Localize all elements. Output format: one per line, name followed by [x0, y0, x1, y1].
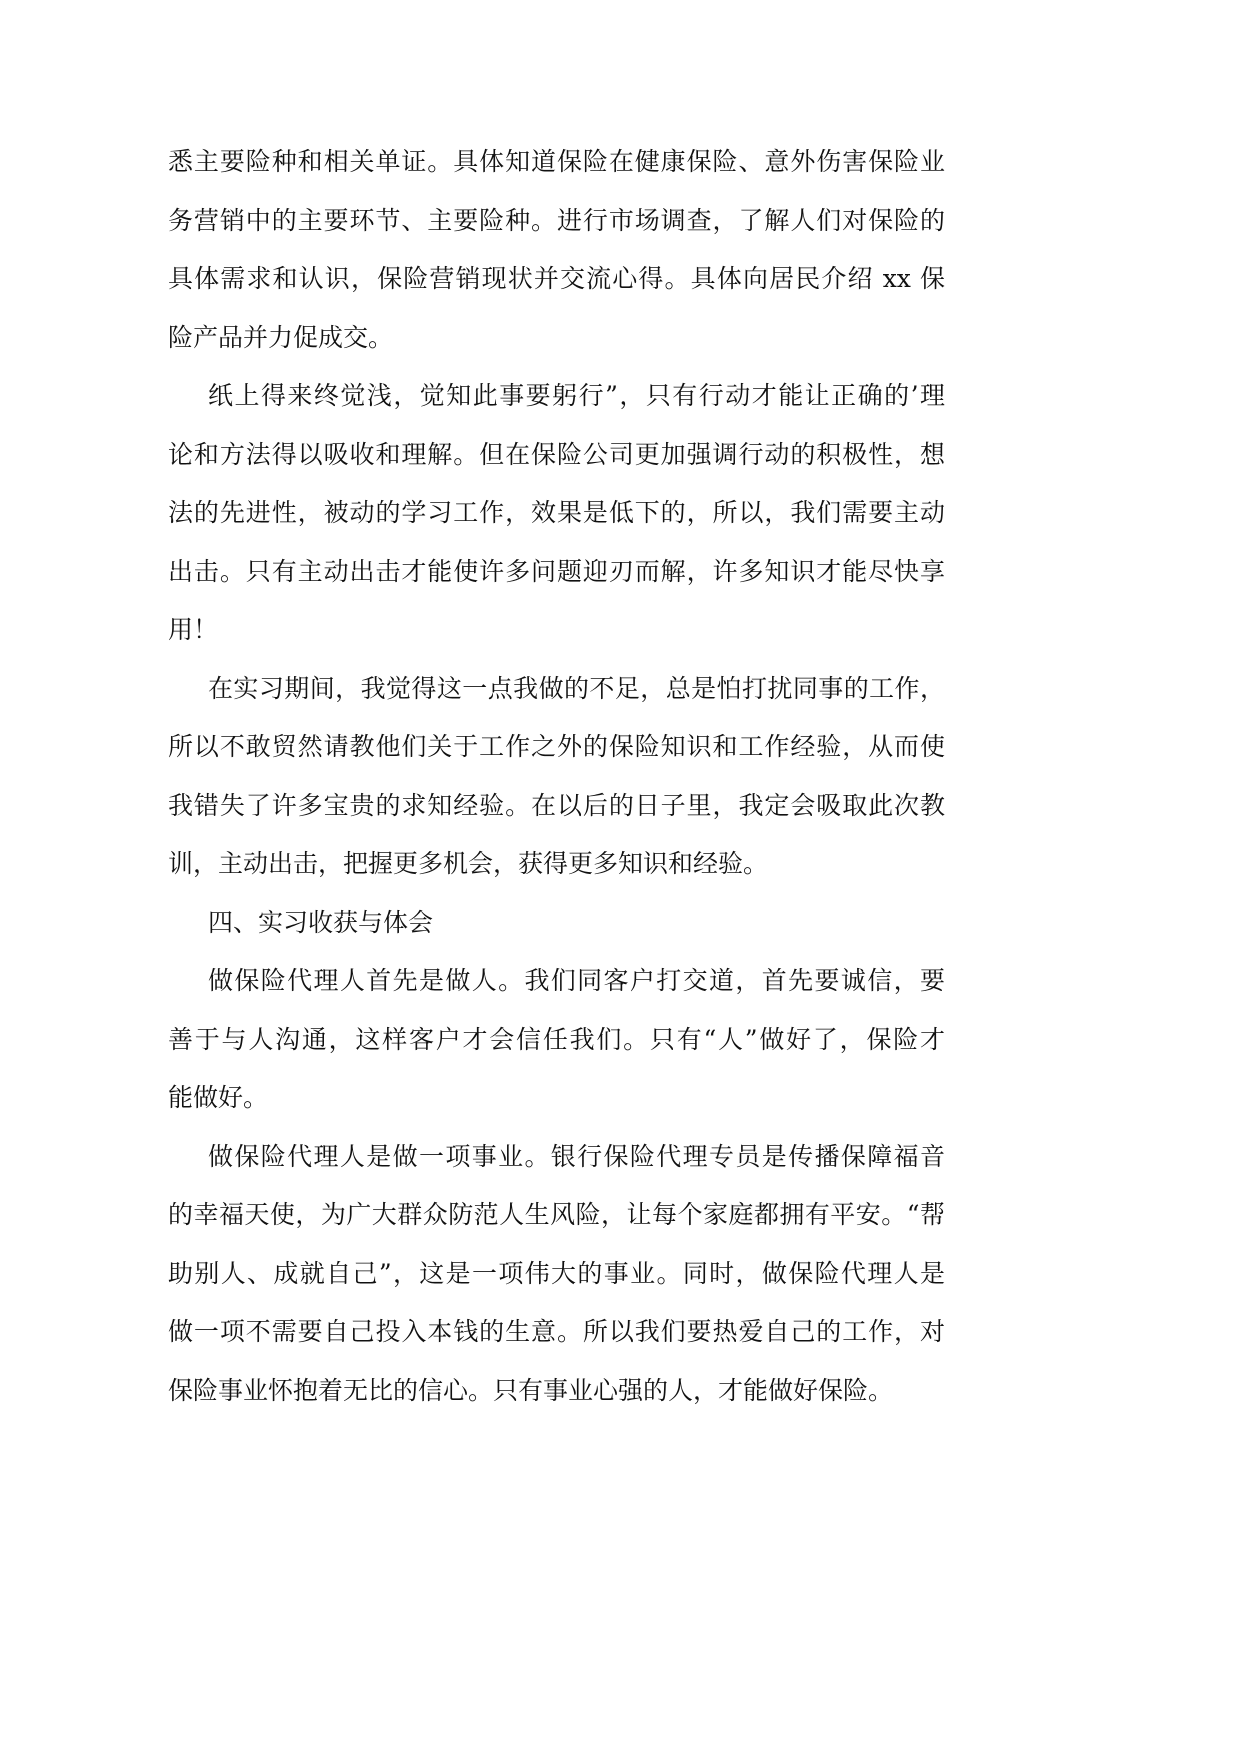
text-line: 善于与人沟通，这样客户才会信任我们。只有“人”做好了，保险才	[168, 1024, 945, 1054]
paragraph	[168, 952, 945, 1128]
text-line: 论和方法得以吸收和理解。但在保险公司更加强调行动的积极性，想	[168, 439, 945, 469]
text-line: 险产品并力促成交。	[168, 322, 394, 352]
text-line: 用！	[168, 615, 219, 644]
text-line: 纸上得来终觉浅，觉知此事要躬行”，只有行动才能让正确的’理	[208, 381, 945, 410]
text-line: 具体需求和认识，保险营销现状并交流心得。具体向居民介绍 xx 保	[168, 264, 945, 293]
text-line: 务营销中的主要环节、主要险种。进行市场调查，了解人们对保险的	[168, 205, 945, 235]
section-heading-text: 四、实习收获与体会	[208, 907, 434, 937]
text-line: 法的先进性，被动的学习工作，效果是低下的，所以，我们需要主动	[168, 498, 945, 527]
paragraph	[168, 660, 945, 894]
section-heading	[168, 894, 945, 953]
text-line: 能做好。	[168, 1083, 269, 1112]
text-line: 我错失了许多宝贵的求知经验。在以后的日子里，我定会吸取此次教	[168, 790, 945, 820]
text-line: 出击。只有主动出击才能使许多问题迎刃而解，许多知识才能尽快享	[168, 556, 945, 586]
paragraph	[168, 367, 945, 660]
paragraph	[168, 1128, 945, 1421]
text-line: 的幸福天使，为广大群众防范人生风险，让每个家庭都拥有平安。“帮	[168, 1200, 945, 1229]
text-line: 在实习期间，我觉得这一点我做的不足，总是怕打扰同事的工作，	[208, 673, 945, 703]
paragraph	[168, 133, 945, 367]
document-body	[168, 133, 945, 1420]
text-line: 所以不敢贸然请教他们关于工作之外的保险知识和工作经验，从而使	[168, 732, 945, 761]
text-line: 做保险代理人是做一项事业。银行保险代理专员是传播保障福音	[208, 1141, 945, 1171]
text-line: 做保险代理人首先是做人。我们同客户打交道，首先要诚信，要	[208, 966, 945, 995]
text-line: 助别人、成就自己”，这是一项伟大的事业。同时，做保险代理人是	[168, 1258, 945, 1288]
text-line: 保险事业怀抱着无比的信心。只有事业心强的人，才能做好保险。	[168, 1375, 894, 1405]
text-line: 悉主要险种和相关单证。具体知道保险在健康保险、意外伤害保险业	[168, 147, 945, 176]
text-line: 做一项不需要自己投入本钱的生意。所以我们要热爱自己的工作，对	[168, 1317, 945, 1346]
text-line: 训，主动出击，把握更多机会，获得更多知识和经验。	[168, 849, 769, 878]
